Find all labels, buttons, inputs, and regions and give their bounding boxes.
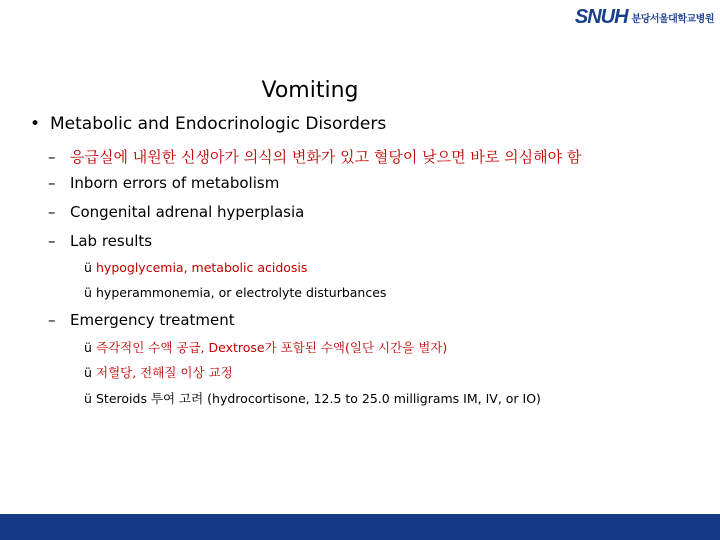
item-text: Emergency treatment xyxy=(70,311,235,329)
item-text: 저혈당, 전해질 이상 교정 xyxy=(96,365,233,380)
slide-title: Vomiting xyxy=(261,78,359,103)
check-icon: ü xyxy=(84,365,92,380)
dash-icon: – xyxy=(48,232,56,250)
sub-list-item xyxy=(84,260,307,275)
list-item xyxy=(48,232,152,250)
list-item xyxy=(48,203,304,221)
sub-list-item xyxy=(84,363,233,381)
dash-icon: – xyxy=(48,174,56,192)
item-text: hypoglycemia, metabolic acidosis xyxy=(96,260,308,275)
dash-icon: – xyxy=(48,203,56,221)
check-icon: ü xyxy=(84,391,92,406)
item-text: hyperammonemia, or electrolyte disturbances xyxy=(96,285,387,300)
item-text: Steroids 투여 고려 (hydrocortisone, 12.5 to 25.0 milligrams IM, IV, or IO) xyxy=(96,391,541,406)
list-item xyxy=(48,146,581,167)
bullet-icon: • xyxy=(30,114,41,134)
footer-bar xyxy=(0,514,720,540)
logo-hospital-name: 분당서울대학교병원 xyxy=(631,14,714,25)
list-item xyxy=(48,174,279,192)
item-text: Inborn errors of metabolism xyxy=(70,174,280,192)
item-text: 응급실에 내원한 신생아가 의식의 변화가 있고 혈당이 낮으면 바로 의심해야 함 xyxy=(70,148,582,166)
dash-icon: – xyxy=(48,148,56,166)
hospital-logo xyxy=(575,6,714,29)
item-text: Congenital adrenal hyperplasia xyxy=(70,203,305,221)
sub-list-item xyxy=(84,338,447,356)
check-icon: ü xyxy=(84,285,92,300)
logo-brand: SNUH xyxy=(574,6,628,28)
sub-list-item xyxy=(84,389,541,407)
list-item xyxy=(48,311,235,329)
item-text: Lab results xyxy=(70,232,153,250)
dash-icon: – xyxy=(48,311,56,329)
check-icon: ü xyxy=(84,340,92,355)
heading-text: Metabolic and Endocrinologic Disorders xyxy=(50,114,387,134)
check-icon: ü xyxy=(84,260,92,275)
item-text: 즉각적인 수액 공급, Dextrose가 포함된 수액(일단 시간을 벌자) xyxy=(96,340,448,355)
sub-list-item xyxy=(84,285,386,300)
